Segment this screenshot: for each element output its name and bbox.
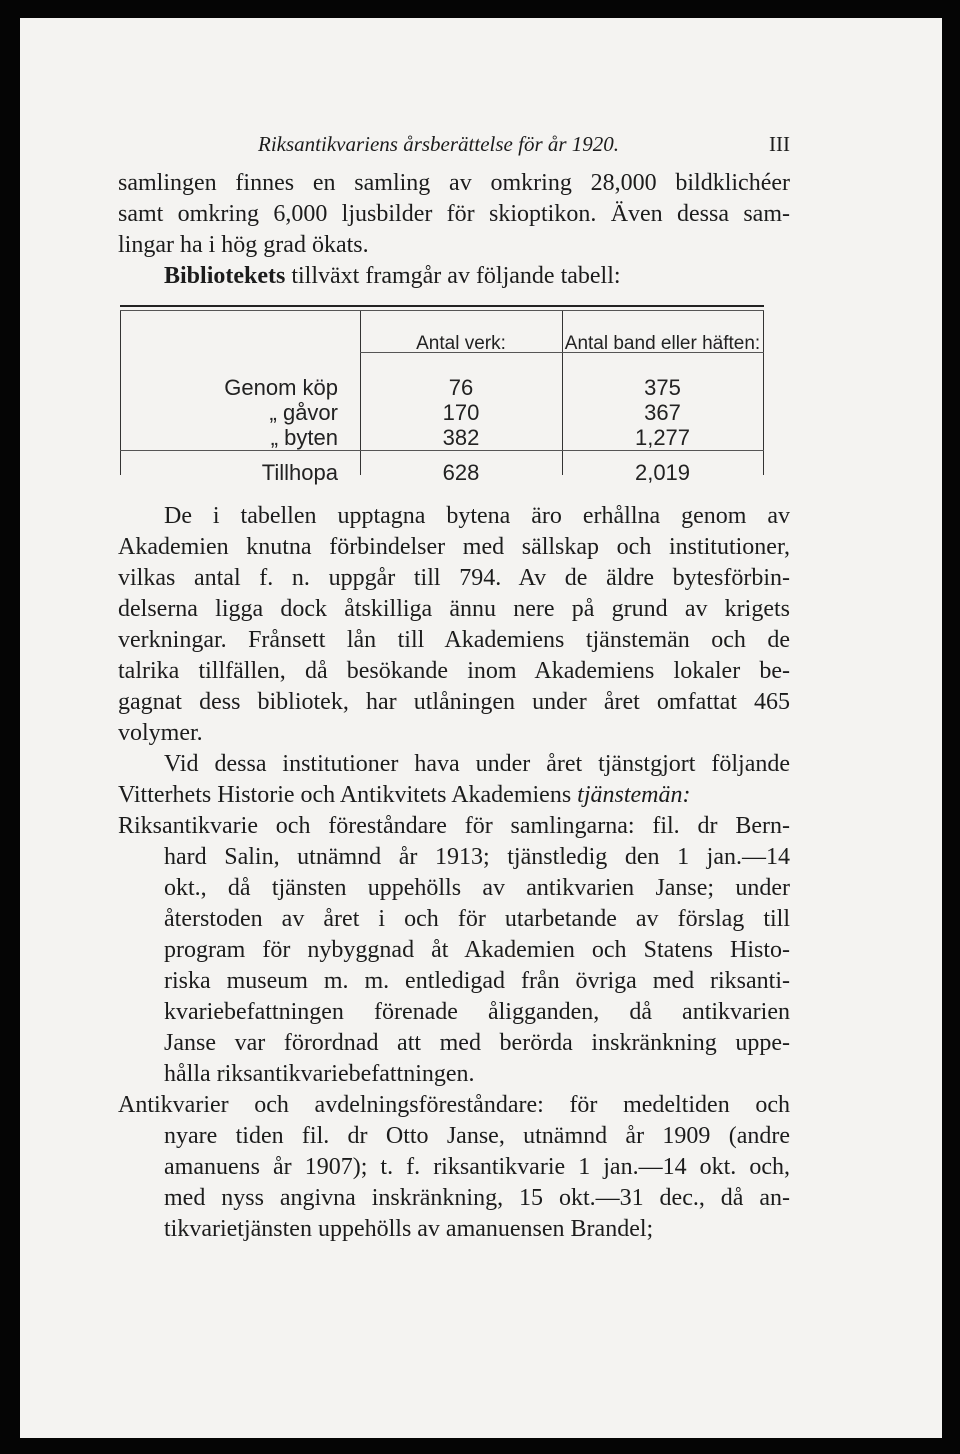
text-line: kvariebefattningen förenade åligganden, då antikvarien bbox=[164, 999, 790, 1025]
text-line: verkningar. Frånsett lån till Akademiens tjänstemän och de bbox=[118, 627, 790, 653]
text-line: Akademien knutna förbindelser med sällskap och institutioner, bbox=[118, 534, 790, 560]
table-intro-rest: tillväxt framgår av följande tabell: bbox=[285, 263, 621, 289]
library-growth-table bbox=[120, 305, 764, 485]
row-verk-kop: 76 bbox=[448, 375, 474, 400]
total-band: 2,019 bbox=[634, 460, 691, 485]
row-verk-gavor: 170 bbox=[442, 400, 480, 425]
text-line: med nyss angivna inskränkning, 15 okt.—31 dec., då an- bbox=[164, 1185, 790, 1211]
header-antal-verk: Antal verk: bbox=[416, 333, 506, 354]
total-verk: 628 bbox=[442, 460, 480, 485]
table-top-rule bbox=[120, 305, 764, 307]
intro-paragraph bbox=[118, 168, 790, 292]
text-line: riska museum m. m. entledigad från övriga med riksanti- bbox=[164, 968, 790, 994]
text-line bbox=[118, 780, 790, 811]
paragraph-exchanges bbox=[118, 501, 790, 1245]
page-number: III bbox=[769, 132, 790, 156]
document-page bbox=[20, 18, 942, 1438]
row-band-byten: 1,277 bbox=[634, 425, 691, 450]
row-label-kop: Genom köp bbox=[224, 375, 338, 400]
text-line: amanuens år 1907); t. f. riksantikvarie 1 jan.—14 okt. och, bbox=[164, 1154, 790, 1180]
text-line: tikvarietjänsten uppehölls av amanuensen Brandel; bbox=[164, 1216, 654, 1242]
text-line: program för nybyggnad åt Akademien och Statens Histo- bbox=[164, 937, 790, 963]
text-line: Antikvarier och avdelningsföreståndare: för medeltiden och bbox=[118, 1092, 790, 1118]
table-top-rule-thin bbox=[120, 310, 764, 311]
table-intro bbox=[118, 261, 790, 292]
text-line: samlingen finnes en samling av omkring 28,000 bildklichéer bbox=[118, 170, 790, 196]
text-line: samt omkring 6,000 ljusbilder för skioptikon. Även dessa sam- bbox=[118, 201, 790, 227]
text-line: vilkas antal f. n. uppgår till 794. Av de äldre bytesförbin- bbox=[118, 565, 790, 591]
row-verk-byten: 382 bbox=[442, 425, 480, 450]
table-intro-bold: Bibliotekets bbox=[164, 263, 286, 289]
text-line: nyare tiden fil. dr Otto Janse, utnämnd år 1909 (andre bbox=[164, 1123, 790, 1149]
row-label-byten: „ byten bbox=[270, 425, 338, 450]
header-antal-band: Antal band eller häften: bbox=[564, 333, 761, 354]
text-line: delserna ligga dock åtskilliga ännu nere på grund av krigets bbox=[118, 596, 790, 622]
text-span: Vitterhets Historie och Antikvitets Akademiens bbox=[118, 782, 578, 808]
row-label-gavor: „ gåvor bbox=[269, 400, 338, 425]
text-line: gagnat dess bibliotek, har utlåningen under året omfattat 465 bbox=[118, 689, 790, 715]
text-line: De i tabellen upptagna bytena äro erhållna genom av bbox=[164, 503, 790, 529]
row-band-gavor: 367 bbox=[644, 400, 681, 425]
text-line: Janse var förordnad att med berörda inskränkning uppe- bbox=[164, 1030, 790, 1056]
text-line: Riksantikvarie och föreståndare för samlingarna: fil. dr Bern- bbox=[118, 813, 790, 839]
text-line: okt., då tjänsten uppehölls av antikvarien Janse; under bbox=[164, 875, 790, 901]
text-line: volymer. bbox=[118, 720, 203, 746]
text-line: talrika tillfällen, då besökande inom Akademiens lokaler be- bbox=[118, 658, 790, 684]
running-header bbox=[258, 131, 790, 157]
text-line: Vid dessa institutioner hava under året tjänstgjort följande bbox=[164, 751, 790, 777]
text-line: hålla riksantikvariebefattningen. bbox=[164, 1061, 475, 1087]
running-title: Riksantikvariens årsberättelse för år 1920. bbox=[258, 132, 620, 156]
text-span-italic: tjänstemän: bbox=[577, 782, 691, 808]
total-label: Tillhopa bbox=[261, 460, 338, 485]
text-line: lingar ha i hög grad ökats. bbox=[118, 232, 369, 258]
row-band-kop: 375 bbox=[644, 375, 681, 400]
text-line: återstoden av året i och för utarbetande av förslag till bbox=[164, 906, 790, 932]
text-line: hard Salin, utnämnd år 1913; tjänstledig den 1 jan.—14 bbox=[164, 844, 790, 870]
